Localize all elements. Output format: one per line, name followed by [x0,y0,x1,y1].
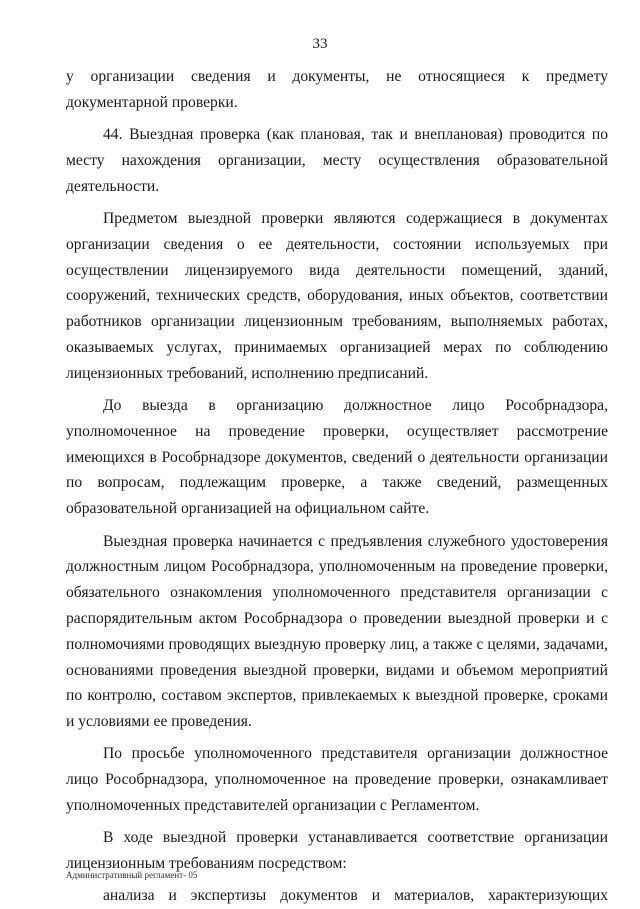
paragraph-inspection-subject: Предметом выездной проверки являются содержащиеся в документах организации сведения о ее деятельности, состоянии используемых при осуществлении лицензируемого вида деятельности помещений, зданий, сооружений, технических средств, оборудования, иных объектов, соответствии работников организации лицензионным требованиям, выполняемых работах, оказываемых услугах, принимаемых организацией мерах по соблюдению лицензионных требований, исполнению предписаний. [66,209,608,382]
paragraph-inspection-start: Выездная проверка начинается с предъявления служебного удостоверения должностным лицом Рособрнадзора, уполномоченным на проведение проверки, обязательного ознакомления уполномоченного представителя организации с распорядительным актом Рособрнадзора о проведении выездной проверки и с полномочиями проводящих выездную проверку лиц, а также с целями, задачами, основаниями проведения выездной проверки, видами и объемом мероприятий по контролю, составом экспертов, привлекаемых к выездной проверке, сроками и условиями ее проведения. [66,532,608,731]
paragraph-analysis-start: анализа и экспертизы документов и материалов, характеризующих [103,887,608,905]
paragraph-before-departure: До выезда в организацию должностное лицо Рособрнадзора, уполномоченное на проведение проверки, осуществляет рассмотрение имеющихся в Рособрнадзоре документов, сведений о деятельности организации по вопросам, подлежащим проверке, а также сведений, размещенных образовательной организацией на официальном сайте. [66,397,608,518]
paragraph-compliance-methods: В ходе выездной проверки устанавливается соответствие организации лицензионным требованиям посредством: [66,829,608,873]
paragraph-regulation-request: По просьбе уполномоченного представителя организации должностное лицо Рособрнадзора, уполномоченное на проведение проверки, ознакамливает уполномоченных представителей организации с Регламентом. [66,745,608,815]
paragraph-continuation: у организации сведения и документы, не относящиеся к предмету документарной проверки. [66,68,608,111]
page-number: 33 [312,36,328,52]
document-body [66,64,608,909]
paragraph-44-site-inspection: 44. Выездная проверка (как плановая, так и внеплановая) проводится по месту нахождения организации, месту осуществления образовательной деятельности. [66,126,608,195]
page-footer: Административный регламент- 05 [66,870,198,880]
